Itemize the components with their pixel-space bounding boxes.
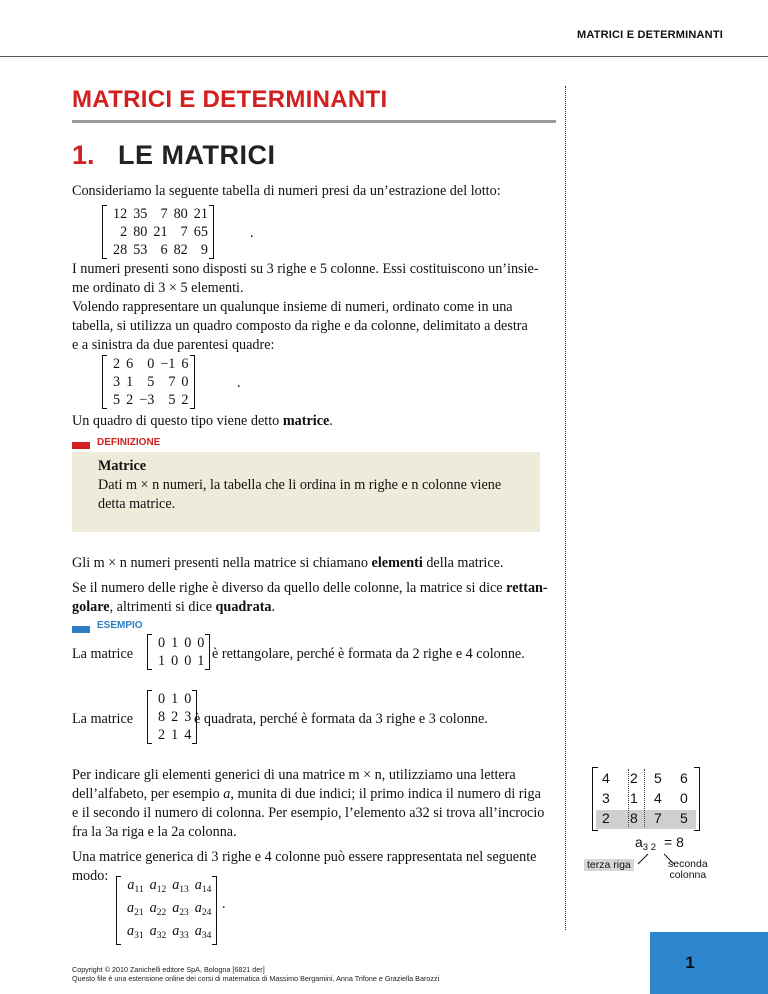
matrix-cell: 1 [197,653,205,669]
copyright-note: Questo file è una estensione online dei corsi di matematica di Massimo Bergamini, Anna Trifone e Graziella Barozzi [72,974,440,983]
definition-body [98,476,528,514]
header-rule [0,56,768,57]
rectangular-matrix [147,634,210,670]
matrix-cell: 0 [158,691,166,707]
matrix-cell: 35 [133,206,148,222]
matrix-cell: $a_{11}$ [127,877,144,895]
matrix-cell: 0 [197,635,205,651]
lotto-matrix-period: . [250,225,254,241]
copyright-line: Copyright © 2010 Zanichelli editore SpA, Bologna [6821 der] [72,965,265,974]
side-matrix-cell: 5 [654,770,662,786]
matrix-cell: $a_{14}$ [194,877,212,895]
page-number: 1 [685,953,695,972]
matrix-cell: 65 [193,224,208,240]
column-caption-line: colonna [669,869,707,881]
symbolic-matrix [116,876,217,945]
matrix-row [107,391,190,409]
definition-label: DEFINIZIONE [97,437,161,448]
generic-elements-paragraph [72,766,556,842]
elements-paragraph: Gli m × n numeri presenti nella matrice si chiamano elementi della matrice. [72,555,504,571]
square-matrix-table [152,690,192,744]
matrix-cell: 1 [126,374,134,390]
matrix-cell: $a_{12}$ [149,877,167,895]
matrix-cell: 5 [113,392,121,408]
matrix-cell: 8 [158,709,166,725]
matrix-cell: 21 [153,224,168,240]
matrix-row [107,205,209,223]
section-number: 1. [72,140,95,170]
line: e a sinistra da due parentesi quadre: [72,337,275,353]
matrix-cell: −1 [160,356,176,372]
matrix-cell: 2 [126,392,134,408]
second-col-left [628,769,629,827]
definition-label-bar [72,442,90,449]
side-matrix-cell: 8 [630,810,638,826]
example2-lead: La matrice [72,711,134,727]
page-title: MATRICI E DETERMINANTI [72,86,388,113]
margin-divider [565,86,566,930]
matrix-cell: 0 [181,374,189,390]
line: fra la 3a riga e la 2a colonna. [72,824,237,840]
rectangular-matrix-table [152,634,205,670]
side-matrix-figure [592,767,700,831]
symbolic-matrix-period: . [222,896,226,912]
matrix-cell: $a_{33}$ [172,923,189,941]
side-matrix-cell: 3 [602,790,610,806]
matrix-cell: −3 [139,392,155,408]
line: me ordinato di 3 × 5 elementi. [72,280,244,296]
matrix-row [152,726,192,744]
side-matrix-cell: 6 [680,770,688,786]
matrix-cell: $a_{21}$ [127,900,144,918]
running-header: MATRICI E DETERMINANTI [577,29,723,41]
matrix-cell: 82 [173,242,188,258]
matrix-cell: 5 [147,374,155,390]
matrix-cell: 53 [133,242,148,258]
side-matrix-cell: 7 [654,810,662,826]
matrix-cell: 3 [113,374,121,390]
example2-text: è quadrata, perché è formata da 3 righe e 3 colonne. [194,711,488,727]
section-title: LE MATRICI [118,140,276,170]
column-caption-line: seconda [668,858,708,870]
matrix-row [107,241,209,259]
definition-heading: Matrice [98,458,147,474]
matrix-cell: 12 [113,206,128,222]
matrix-cell: 1 [171,727,179,743]
footer-copyright [72,965,439,983]
matrix-cell: 6 [126,356,134,372]
matrix-cell: 3 [184,709,192,725]
line: tabella, si utilizza un quadro composto da righe e da colonne, delimitato a destra [72,318,528,334]
matrix-cell: 0 [184,635,192,651]
matrix-row [107,223,209,241]
matrix-cell: 2 [120,224,128,240]
matrix-cell: 1 [158,653,166,669]
matrix-cell: 2 [113,356,121,372]
definition-line: Dati m × n numeri, la tabella che li ordina in m righe e n colonne viene [98,477,502,493]
title-rule [72,120,556,123]
matrix-row [152,708,192,726]
matrix-cell: $a_{13}$ [172,877,189,895]
matrix-row [107,373,190,391]
paragraph-rows-cols [72,260,556,355]
example-label-bar [72,626,90,633]
matrix-row [152,634,205,652]
matrix-row [121,899,212,922]
matrix-cell: 21 [193,206,208,222]
matrix-cell: 0 [158,635,166,651]
second-col-right [644,769,645,827]
line: I numeri presenti sono disposti su 3 righe e 5 colonne. Essi costituiscono un’insie- [72,261,539,277]
example1-text: è rettangolare, perché è formata da 2 righe e 4 colonne. [212,646,525,662]
line: Una matrice generica di 3 righe e 4 colonne può essere rappresentata nel seguente [72,849,537,865]
matrix-term-paragraph: Un quadro di questo tipo viene detto matrice. [72,413,333,429]
row-caption: terza riga [584,859,634,871]
matrix-cell: 0 [147,356,155,372]
column-caption [668,859,708,881]
symbolic-matrix-table [121,876,212,945]
square-matrix [147,690,197,744]
matrix-cell: 0 [171,653,179,669]
matrix-cell: $a_{23}$ [172,900,189,918]
matrix-cell: $a_{22}$ [149,900,167,918]
example-matrix-table [107,355,190,409]
side-matrix-cell: 0 [680,790,688,806]
matrix-cell: $a_{32}$ [149,923,167,941]
matrix-cell: 0 [184,653,192,669]
matrix-row [121,876,212,899]
line: Per indicare gli elementi generici di una matrice m × n, utilizziamo una lettera [72,767,516,783]
matrix-cell: 80 [173,206,188,222]
matrix-cell: 2 [181,392,189,408]
element-label: $a_{3 2}$ [635,834,657,853]
matrix-cell: $a_{24}$ [194,900,212,918]
definition-line: detta matrice. [98,496,176,512]
side-matrix-cell: 5 [680,810,688,826]
matrix-cell: 5 [168,392,176,408]
example1-lead: La matrice [72,646,134,662]
side-matrix-cell: 2 [630,770,638,786]
side-matrix-cell: 4 [602,770,610,786]
lotto-matrix [102,205,214,259]
line: Volendo rappresentare un qualunque insieme di numeri, ordinato come in una [72,299,513,315]
side-matrix-cell: 2 [602,810,610,826]
matrix-cell: 7 [160,206,168,222]
matrix-row [107,355,190,373]
matrix-cell: 6 [160,242,168,258]
intro-paragraph: Consideriamo la seguente tabella di numeri presi da un’estrazione del lotto: [72,183,501,199]
matrix-cell: 80 [133,224,148,240]
matrix-cell: $a_{34}$ [194,923,212,941]
matrix-cell: 6 [181,356,189,372]
matrix-cell: 1 [171,691,179,707]
element-value: = 8 [664,834,684,850]
example-matrix-period: . [237,375,241,391]
matrix-cell: 2 [158,727,166,743]
matrix-cell: 7 [168,374,176,390]
rectangular-square-paragraph: Se il numero delle righe è diverso da quello delle colonne, la matrice si dice rettan- golare, altrimenti si dice quadrata. [72,580,548,615]
line: dell’alfabeto, per esempio a, munita di due indici; il primo indica il numero di riga [72,786,541,802]
matrix-row [152,652,205,670]
example-label: ESEMPIO [97,620,143,631]
matrix-cell: 1 [171,635,179,651]
matrix-row [121,922,212,945]
line: modo: [72,868,109,884]
matrix-cell: 28 [113,242,128,258]
side-matrix-cell: 4 [654,790,662,806]
lotto-matrix-table [107,205,209,259]
line: e il secondo il numero di colonna. Per esempio, l’elemento a32 si trova all’incrocio [72,805,545,821]
matrix-cell: 7 [180,224,188,240]
matrix-row [152,690,192,708]
matrix-cell: 0 [184,691,192,707]
matrix-cell: 4 [184,727,192,743]
example-matrix [102,355,195,409]
matrix-cell: $a_{31}$ [127,923,144,941]
matrix-cell: 2 [171,709,179,725]
side-matrix-cell: 1 [630,790,638,806]
matrix-cell: 9 [200,242,208,258]
